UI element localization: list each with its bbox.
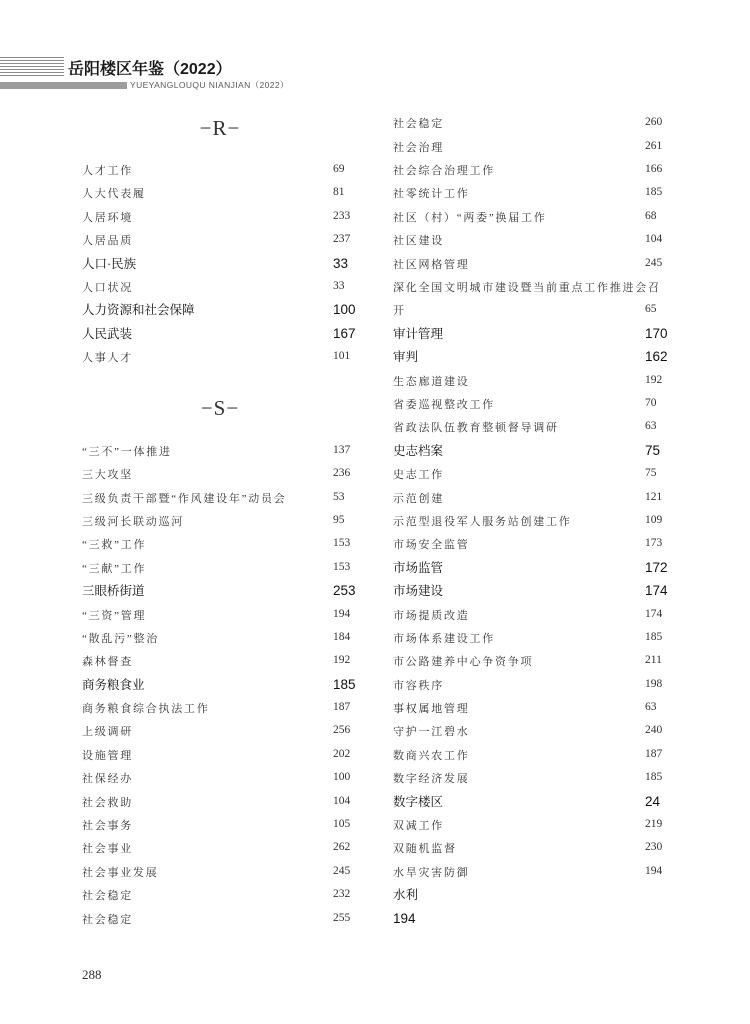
index-term: 人居环境 xyxy=(82,211,133,224)
index-entry xyxy=(82,860,372,883)
index-term: 审计管理 xyxy=(393,326,444,341)
index-term: 人力资源和社会保障 xyxy=(82,303,195,318)
index-term: 生态廊道建设 xyxy=(393,375,470,388)
index-page-number: 185 xyxy=(645,771,663,784)
index-term: 社会事业发展 xyxy=(82,866,159,879)
index-term: 社区网格管理 xyxy=(393,258,470,271)
index-term: 省政法队伍教育整顿督导调研 xyxy=(393,422,559,435)
book-title: 岳阳楼区年鉴（2022） xyxy=(68,61,232,78)
index-term: 三大攻坚 xyxy=(82,469,133,482)
index-heading-entry xyxy=(393,579,693,602)
index-entry xyxy=(82,766,372,789)
index-term: 人口·民族 xyxy=(82,256,137,271)
index-term: 市场安全监管 xyxy=(393,539,470,552)
index-page-number: 240 xyxy=(645,724,663,737)
index-page-number: 68 xyxy=(645,209,657,222)
index-entry xyxy=(82,743,372,766)
index-page-number: 162 xyxy=(645,349,668,365)
index-term: 上级调研 xyxy=(82,726,133,739)
index-entry xyxy=(393,228,693,251)
index-page-number: 211 xyxy=(645,654,662,667)
index-term: 事权属地管理 xyxy=(393,703,470,716)
index-term: 审判 xyxy=(393,350,419,365)
index-page-number: 236 xyxy=(333,467,351,480)
index-page-number: 70 xyxy=(645,396,657,409)
index-page-number: 232 xyxy=(333,888,351,901)
index-page-number: 33 xyxy=(333,255,349,271)
index-page-number: 69 xyxy=(333,163,345,176)
index-term: 社保经办 xyxy=(82,773,133,786)
index-entry xyxy=(393,415,693,438)
index-left-column xyxy=(82,111,372,930)
index-heading-entry xyxy=(82,322,372,345)
index-entry xyxy=(393,696,693,719)
index-term: 市场监管 xyxy=(393,560,444,575)
index-heading-entry xyxy=(82,298,372,321)
index-term: 人大代表履 xyxy=(82,188,146,201)
index-page-number: 262 xyxy=(333,841,351,854)
index-entry xyxy=(82,486,372,509)
index-page-number: 75 xyxy=(645,442,661,458)
index-page-number: 198 xyxy=(645,677,663,690)
index-term: 人居品质 xyxy=(82,235,133,248)
index-term: 守护一江碧水 xyxy=(393,726,470,739)
index-page-number: 53 xyxy=(333,490,345,503)
index-page-number: 153 xyxy=(333,560,351,573)
index-page-number: 202 xyxy=(333,747,351,760)
index-term: 省委巡视整改工作 xyxy=(393,398,495,411)
section-letter-s: −S− xyxy=(200,395,240,420)
index-page-number: 172 xyxy=(645,559,668,575)
index-term: “三救”工作 xyxy=(82,539,147,552)
index-entry xyxy=(393,252,693,275)
index-term: 水利 xyxy=(393,888,419,903)
index-term: 双减工作 xyxy=(393,820,444,833)
index-heading-entry xyxy=(393,322,693,345)
index-term: 商务粮食综合执法工作 xyxy=(82,703,210,716)
index-page-number: 187 xyxy=(333,701,351,714)
section-letter-r: −R− xyxy=(199,115,241,140)
index-page-number: 185 xyxy=(645,186,663,199)
index-term: 人才工作 xyxy=(82,165,133,178)
index-page-number: 173 xyxy=(645,537,663,550)
index-term: “三资”管理 xyxy=(82,609,147,622)
index-term: 市公路建养中心争资争项 xyxy=(393,656,534,669)
index-entry xyxy=(82,275,372,298)
index-entry xyxy=(393,509,693,532)
index-heading-entry xyxy=(82,579,372,602)
index-entry xyxy=(393,486,693,509)
index-term-continued: 开 xyxy=(393,305,406,318)
index-term: 社会稳定 xyxy=(82,890,133,903)
index-term: 三级负责干部暨“作风建设年”动员会 xyxy=(82,492,287,505)
index-page-number: 174 xyxy=(645,583,668,599)
index-entry xyxy=(82,883,372,906)
index-page-number: 81 xyxy=(333,186,345,199)
index-page-number: 63 xyxy=(645,420,657,433)
index-page-number: 100 xyxy=(333,771,351,784)
index-page-number: 245 xyxy=(333,864,351,877)
index-page-number: 101 xyxy=(333,350,351,363)
index-term: 史志工作 xyxy=(393,469,444,482)
index-term: 社区建设 xyxy=(393,235,444,248)
index-entry xyxy=(82,462,372,485)
index-page-number: 194 xyxy=(645,864,663,877)
index-entry xyxy=(393,158,693,181)
index-term: 社会事业 xyxy=(82,843,133,856)
index-entry xyxy=(393,836,693,859)
index-term: 市场提质改造 xyxy=(393,609,470,622)
index-entry xyxy=(82,509,372,532)
index-entry xyxy=(82,228,372,251)
index-entry xyxy=(82,205,372,228)
index-entry xyxy=(82,158,372,181)
index-entry xyxy=(393,603,693,626)
index-page-number: 104 xyxy=(645,233,663,246)
index-entry xyxy=(393,860,693,883)
index-entry xyxy=(393,719,693,742)
index-term: 深化全国文明城市建设暨当前重点工作推进会召 xyxy=(393,282,661,295)
index-term: 人口状况 xyxy=(82,282,133,295)
index-page-number: 192 xyxy=(333,654,351,667)
book-subtitle: YUEYANGLOUQU NIANJIAN（2022） xyxy=(130,80,289,90)
index-page-number: 75 xyxy=(645,467,657,480)
index-entry xyxy=(82,696,372,719)
index-page-number: 137 xyxy=(333,443,351,456)
index-page-number: 65 xyxy=(645,303,657,316)
index-entry xyxy=(393,392,693,415)
index-term: 社零统计工作 xyxy=(393,188,470,201)
index-term: 社会稳定 xyxy=(393,118,444,131)
index-term: 数字楼区 xyxy=(393,794,444,809)
index-entry xyxy=(393,743,693,766)
index-term: 示范型退役军人服务站创建工作 xyxy=(393,515,572,528)
index-entry xyxy=(393,111,693,134)
index-page-number: 233 xyxy=(333,209,351,222)
index-term: 人民武装 xyxy=(82,326,133,341)
index-term: 社会稳定 xyxy=(82,913,133,926)
index-term: 水旱灾害防御 xyxy=(393,866,470,879)
index-page-number: 153 xyxy=(333,537,351,550)
index-page-number: 109 xyxy=(645,513,663,526)
index-page-number: 230 xyxy=(645,841,663,854)
index-term: 商务粮食业 xyxy=(82,677,145,692)
index-term: 市容秩序 xyxy=(393,679,444,692)
index-page-number: 256 xyxy=(333,724,351,737)
index-page-number: 253 xyxy=(333,583,356,599)
index-heading-entry xyxy=(393,790,693,813)
page-number: 288 xyxy=(82,967,102,982)
index-entry xyxy=(82,603,372,626)
index-entry xyxy=(393,673,693,696)
index-term: 史志档案 xyxy=(393,443,444,458)
index-entry xyxy=(82,556,372,579)
index-term: 双随机监督 xyxy=(393,843,457,856)
index-term: 数商兴农工作 xyxy=(393,749,470,762)
index-page-number: 237 xyxy=(333,233,351,246)
index-page-number: 184 xyxy=(333,630,351,643)
index-entry xyxy=(393,135,693,158)
index-entry xyxy=(393,205,693,228)
index-term: 社会综合治理工作 xyxy=(393,165,495,178)
index-entry xyxy=(82,790,372,813)
index-entry xyxy=(393,462,693,485)
index-page-number: 170 xyxy=(645,325,668,341)
index-entry xyxy=(393,649,693,672)
index-page-number: 219 xyxy=(645,818,663,831)
index-page-number: 245 xyxy=(645,256,663,269)
index-term: 社会事务 xyxy=(82,820,133,833)
index-heading-entry xyxy=(393,439,693,462)
header-stripes-decoration xyxy=(0,57,64,78)
index-page-number: 121 xyxy=(645,490,663,503)
index-heading-entry xyxy=(393,345,693,368)
index-page-number: 194 xyxy=(393,910,416,926)
index-entry xyxy=(393,181,693,204)
index-heading-entry xyxy=(82,673,372,696)
index-term: 社区（村）“两委”换届工作 xyxy=(393,211,547,224)
index-term: 设施管理 xyxy=(82,749,133,762)
index-entry-wrapped-line-2 xyxy=(393,298,693,321)
index-page-number: 185 xyxy=(645,630,663,643)
index-entry xyxy=(82,626,372,649)
index-term: 市场体系建设工作 xyxy=(393,632,495,645)
index-page-number: 261 xyxy=(645,139,663,152)
index-page-number: 63 xyxy=(645,701,657,714)
index-entry-wrapped-line-1 xyxy=(393,275,693,298)
index-entry xyxy=(82,181,372,204)
index-page-number: 33 xyxy=(333,280,345,293)
index-entry xyxy=(82,719,372,742)
index-page-number: 167 xyxy=(333,325,356,341)
index-page-number: 100 xyxy=(333,302,356,318)
index-page-number: 192 xyxy=(645,373,663,386)
index-term: 森林督查 xyxy=(82,656,133,669)
index-term: “三献”工作 xyxy=(82,562,147,575)
index-entry xyxy=(82,532,372,555)
index-page-number: 255 xyxy=(333,911,351,924)
index-page-number: 187 xyxy=(645,747,663,760)
index-page-number: 24 xyxy=(645,793,661,809)
index-entry xyxy=(82,439,372,462)
index-entry xyxy=(82,345,372,368)
index-page-number: 105 xyxy=(333,818,351,831)
index-entry xyxy=(393,532,693,555)
index-heading-entry xyxy=(82,252,372,275)
index-term: “三不”一体推进 xyxy=(82,445,172,458)
index-term: “散乱污”整治 xyxy=(82,632,160,645)
index-term: 社会救助 xyxy=(82,796,133,809)
index-entry xyxy=(393,813,693,836)
index-term: 三级河长联动巡河 xyxy=(82,515,184,528)
index-page-number: 260 xyxy=(645,116,663,129)
index-right-column xyxy=(393,111,693,930)
index-heading-entry-page-line xyxy=(393,907,693,930)
index-page-number: 166 xyxy=(645,163,663,176)
index-page-number: 194 xyxy=(333,607,351,620)
index-entry xyxy=(82,649,372,672)
index-page-number: 95 xyxy=(333,513,345,526)
index-entry xyxy=(393,626,693,649)
index-term: 示范创建 xyxy=(393,492,444,505)
index-entry xyxy=(393,766,693,789)
index-term: 人事人才 xyxy=(82,352,133,365)
index-term: 市场建设 xyxy=(393,584,444,599)
index-entry xyxy=(82,813,372,836)
index-entry xyxy=(82,907,372,930)
index-entry xyxy=(82,836,372,859)
index-term: 社会治理 xyxy=(393,141,444,154)
index-heading-entry xyxy=(393,556,693,579)
header-bar-decoration xyxy=(0,82,127,89)
index-heading-entry xyxy=(393,883,693,906)
index-page-number: 104 xyxy=(333,794,351,807)
index-entry xyxy=(393,369,693,392)
index-term: 数字经济发展 xyxy=(393,773,470,786)
index-page-number: 185 xyxy=(333,676,356,692)
index-term: 三眼桥街道 xyxy=(82,584,145,599)
index-page-number: 174 xyxy=(645,607,663,620)
